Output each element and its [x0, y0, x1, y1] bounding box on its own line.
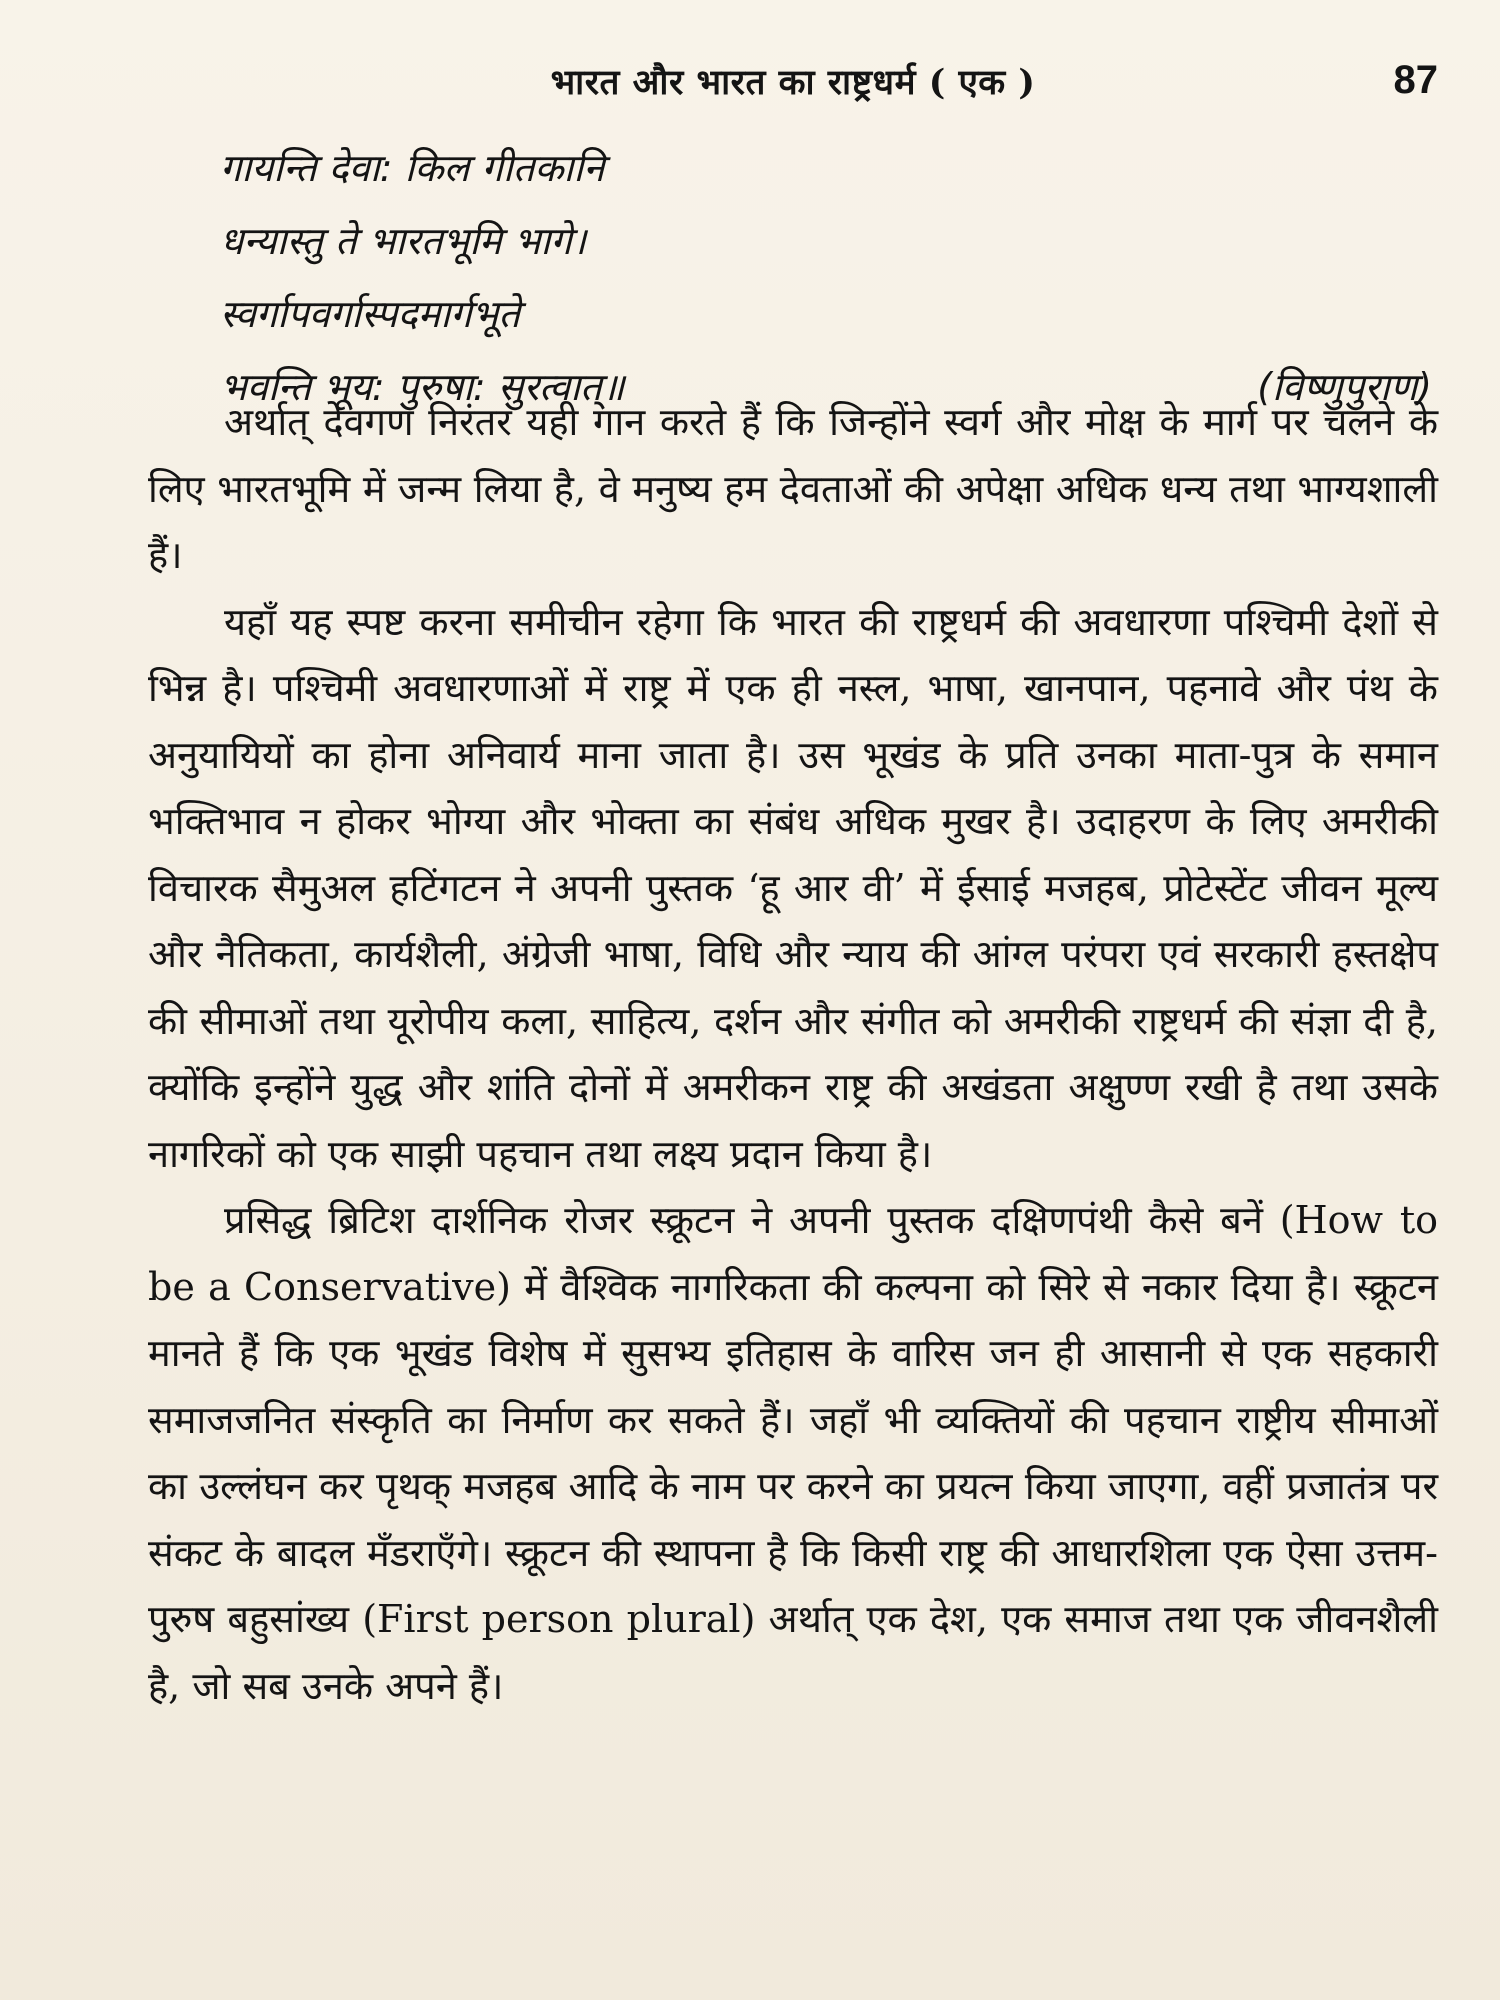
verse-source: (विष्णुपुराण): [1257, 365, 1432, 409]
verse-line: धन्यास्तु ते भारतभूमि भागे।: [220, 219, 587, 263]
paragraph: यहाँ यह स्पष्ट करना समीचीन रहेगा कि भारत की राष्ट्रधर्म की अवधारणा पश्चिमी देशों से भिन्न है। पश्चिमी अवधारणाओं में राष्ट्र में एक ही नस्ल, भाषा, खानपान, पहनावे और पंथ के अनुयायियों का होना अनिवार्य माना जाता है। उस भूखंड के प्रति उनका माता-पुत्र के समान भक्तिभाव न होकर भोग्या और भोक्ता का संबंध अधिक मुखर है। उदाहरण के लिए अमरीकी विचारक सैमुअल हटिंगटन ने अपनी पुस्तक ‘हू आर वी’ में ईसाई मजहब, प्रोटेस्टेंट जीवन मूल्य और नैतिकता, कार्यशैली, अंग्रेजी भाषा, विधि और न्याय की आंग्ल परंपरा एवं सरकारी हस्तक्षेप की सीमाओं तथा यूरोपीय कला, साहित्य, दर्शन और संगीत को अमरीकी राष्ट्रधर्म की संज्ञा दी है, क्योंकि इन्होंने युद्ध और शांति दोनों में अमरीकन राष्ट्र की अखंडता अक्षुण्ण रखी है तथा उसके नागरिकों को एक साझी पहचान तथा लक्ष्य प्रदान किया है।: [148, 599, 1438, 1176]
paragraph: अर्थात् देवगण निरंतर यही गान करते हैं कि जिन्होंने स्वर्ग और मोक्ष के मार्ग पर चलने के लिए भारतभूमि में जन्म लिया है, वे मनुष्य हम देवताओं की अपेक्षा अधिक धन्य तथा भाग्यशाली हैं।: [148, 400, 1438, 577]
page-header: [148, 52, 1438, 112]
paragraph: प्रसिद्ध ब्रिटिश दार्शनिक रोजर स्क्रूटन ने अपनी पुस्तक दक्षिणपंथी कैसे बनें (How to be a Conservative) में वैश्विक नागरिकता की कल्पना को सिरे से नकार दिया है। स्क्रूटन मानते हैं कि एक भूखंड विशेष में सुसभ्य इतिहास के वारिस जन ही आसानी से एक सहकारी समाजजनित संस्कृति का निर्माण कर सकते हैं। जहाँ भी व्यक्तियों की पहचान राष्ट्रीय सीमाओं का उल्लंघन कर पृथक् मजहब आदि के नाम पर करने का प्रयत्न किया जाएगा, वहीं प्रजातंत्र पर संकट के बादल मँडराएँगे। स्क्रूटन की स्थापना है कि किसी राष्ट्र की आधारशिला एक ऐसा उत्तम-पुरुष बहुसांख्य (First person plural) अर्थात् एक देश, एक समाज तथा एक जीवनशैली है, जो सब उनके अपने हैं।: [148, 1198, 1438, 1708]
running-title: भारत और भारत का राष्ट्रधर्म ( एक ): [550, 62, 1036, 103]
verse-line: भवन्ति भूय: पुरुषा: सुरत्वात्॥: [220, 365, 625, 409]
verse-line: स्वर्गापवर्गास्पदमार्गभूते: [220, 292, 520, 336]
verse-line: गायन्ति देवा: किल गीतकानि: [220, 146, 605, 190]
body-text: [148, 389, 1438, 1719]
page-number: 87: [1393, 58, 1438, 102]
sanskrit-verse: [148, 132, 1438, 424]
